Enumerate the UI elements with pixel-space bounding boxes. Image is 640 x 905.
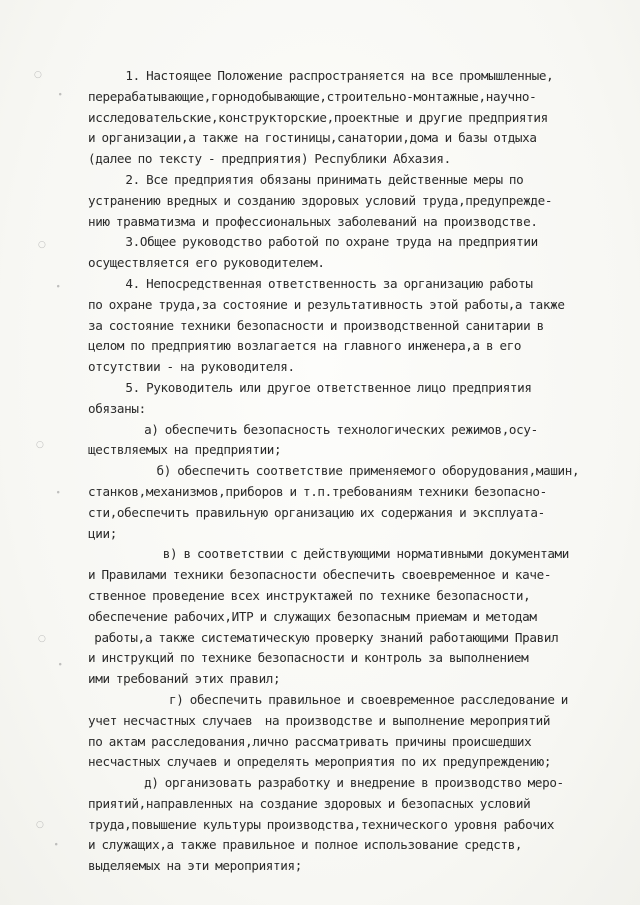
text-line: ственное проведение всех инструктажей по технике безопасности, [88,587,531,603]
text-line: по актам расследования,лично рассматривать причины происшедших [88,733,532,749]
text-line: осуществляется его руководителем. [88,255,325,271]
text-line: работы,а также систематическую проверку знаний работающими Правил [88,629,559,645]
text-line: исследовательские,конструкторские,проектные и другие предприятия [88,109,548,125]
margin-hole-mark: ○ [34,70,42,80]
text-line: ществляемых на предприятии; [88,442,282,458]
text-line: (далее по тексту - предприятия) Республики Абхазия. [88,151,451,167]
text-line: учет несчастных случаев на производстве и выполнение мероприятий [88,712,551,728]
margin-hole-mark: ○ [38,634,46,644]
text-line: приятий,направленных на создание здоровых и безопасных условий [88,795,531,811]
text-line: выделяемых на эти мероприятия; [88,858,302,874]
text-line: за состояние техники безопасности и производственной санитарии в [88,317,544,333]
text-line: станков,механизмов,приборов и т.п.требованиям техники безопасно- [88,483,547,499]
text-line: г) обеспечить правильное и своевременное расследование и [88,691,569,707]
text-line: б) обеспечить соответствие применяемого оборудования,машин, [88,463,580,479]
text-line: в) в соответствии с действующими нормативными документами [88,546,570,562]
text-line: и организации,а также на гостиницы,санатории,дома и базы отдыха [88,130,537,146]
margin-hole-mark: ∙ [56,488,61,498]
text-line: и Правилами техники безопасности обеспечить своевременное и каче- [88,567,552,583]
text-line: обеспечение рабочих,ИТР и служащих безопасным приемам и методам [88,608,537,624]
text-line: и служащих,а также правильное и полное использование средств, [88,837,523,853]
margin-hole-mark: ∙ [54,840,59,850]
text-line: несчастных случаев и определять мероприятия по их предупреждению; [88,754,552,770]
text-line: 1. Настоящее Положение распространяется на все промышленные, [88,68,554,83]
margin-hole-mark: ○ [38,240,46,250]
text-line: обязаны: [88,400,146,416]
text-line: 2. Все предприятия обязаны принимать действенные меры по [88,171,524,187]
text-line: 4. Непосредственная ответственность за организацию работы [88,275,533,291]
document-body [88,66,628,877]
text-line: и инструкций по технике безопасности и контроль за выполнением [88,650,529,666]
text-line: нию травматизма и профессиональных заболеваний на производстве. [88,213,538,229]
margin-hole-mark: ∙ [58,90,63,100]
margin-hole-mark: ○ [36,820,44,830]
text-line: 3.Общее руководство работой по охране труда на предприятии [88,234,538,250]
text-line: д) организовать разработку и внедрение в производство меро- [88,775,564,791]
text-line: а) обеспечить безопасность технологических режимов,осу- [88,421,538,437]
margin-hole-mark: ○ [36,440,44,450]
text-line: ции; [88,525,117,541]
text-line: отсутствии - на руководителя. [88,359,295,375]
margin-hole-mark: ∙ [56,282,61,292]
text-line: по охране труда,за состояние и результативность этой работы,а также [88,296,565,312]
text-line: устранению вредных и созданию здоровых условий труда,предупрежде- [88,192,553,208]
text-line: целом по предприятию возлагается на главного инженера,а в его [88,338,522,354]
text-line: ими требований этих правил; [88,671,281,687]
text-line: сти,обеспечить правильную организацию их содержания и эксплуата- [88,504,545,520]
text-line: труда,повышение культуры производства,технического уровня рабочих [88,816,555,832]
margin-hole-mark: ∙ [58,660,63,670]
text-line: перерабатывающие,горнодобывающие,строительно-монтажные,научно- [88,88,537,104]
text-line: 5. Руководитель или другое ответственное лицо предприятия [88,379,532,395]
